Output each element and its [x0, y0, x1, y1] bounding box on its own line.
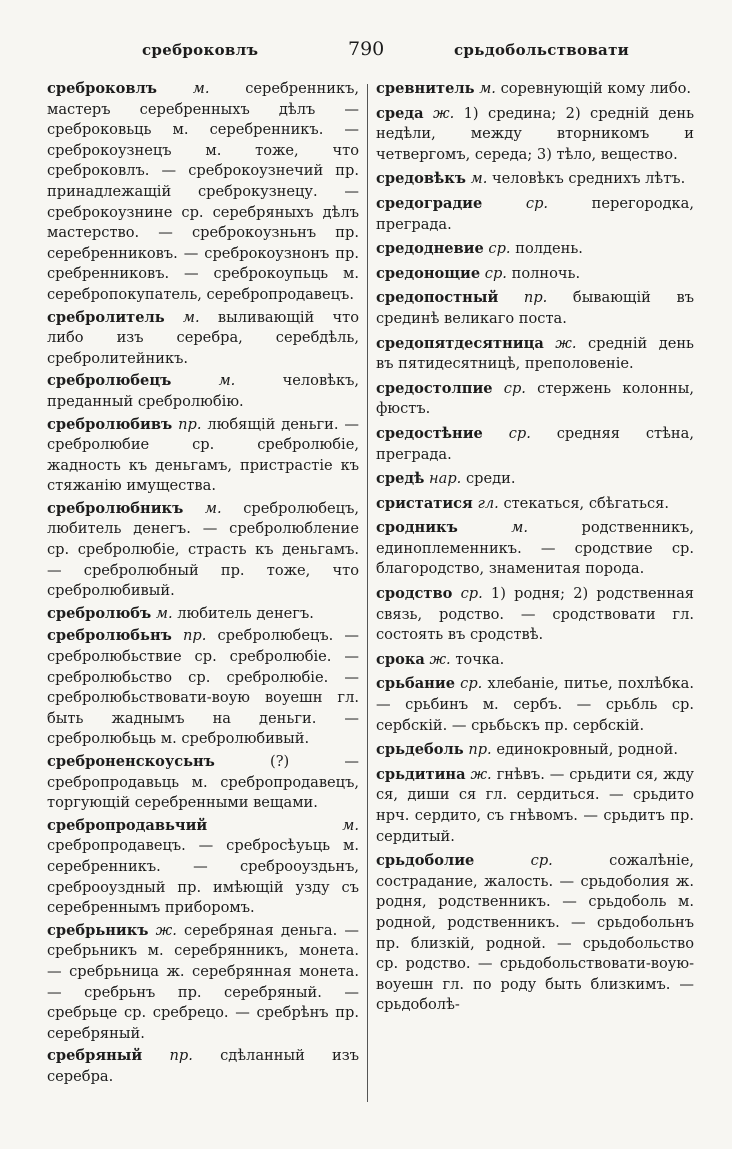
dictionary-entry — [376, 851, 694, 1016]
dictionary-entry — [376, 584, 694, 646]
entry-grammar-label: пр. — [468, 741, 492, 759]
column-divider — [367, 84, 368, 1102]
entry-grammar-label: гл. — [477, 494, 499, 512]
entry-headword: сребpолюбникъ — [47, 499, 184, 517]
entry-definition: точка. — [455, 650, 505, 668]
entry-definition: стержень колонны, фюстъ. — [376, 379, 694, 418]
entry-definition: сребролюбецъ, любитель денегъ. — сребpолюбление ср. сребролюбіе, страсть къ деньгамъ. — сребpолюбный пр. тоже, что сребpолюбивый. — [47, 499, 359, 600]
entry-headword: сристатися — [376, 494, 473, 512]
entry-definition: хлебаніе, питье, похлѣбка. — срьбинъ м. сербъ. — срьбль ср. сербскій. — срьбьскъ пр. сербскій. — [376, 675, 694, 734]
entry-definition: родственникъ, единоплеменникъ. — сродствие ср. благородство, знаменитая порода. — [376, 519, 694, 578]
entry-headword: среда — [376, 104, 424, 122]
dictionary-entry — [376, 765, 694, 847]
entry-headword: средонощие — [376, 264, 481, 282]
entry-definition: сребролюбецъ. — сребpолюбьствие ср. сребролюбіе. — сребpолюбьство ср. сребролюбіе. — сребpолюбьствовати-воую воуешн гл. быть жаднымъ на деньги. — сребpолюбьць м. сребролюбивый. — [47, 627, 360, 748]
entry-grammar-label: ср. — [508, 424, 531, 442]
entry-definition: сребропродавецъ. — сребpосѣуьць м. серебренникъ. — сребpооуздьнъ, сребpооуздный пр. имѣющій узду съ серебреннымъ приборомъ. — [47, 837, 359, 917]
entry-headword: средопостный — [376, 289, 499, 307]
entry-definition: (?) — сребpопродавьць м. сребропродавецъ, торгующій серебренными вещами. — [47, 753, 359, 812]
entry-definition: соревнующій кому либо. — [500, 80, 692, 97]
entry-definition: 1) средина; 2) средній день недѣли, между вторникомъ и четвергомъ, середа; 3) тѣло, вещество. — [376, 104, 695, 163]
entry-definition: сожалѣніе, сострадание, жалость. — срьдоболия ж. родня, родственникъ. — срьдоболь м. родной, родственникъ. — срьдобольнъ пр. близкій, родной. — срьдобольство ср. родство. — срьдобольствовати-воую-воуешн гл. по роду быть близкимъ. — срьдоболѣ- — [376, 852, 694, 1014]
entry-definition: человѣкъ среднихъ лѣтъ. — [492, 170, 686, 188]
dictionary-entry — [376, 239, 694, 260]
dictionary-entry — [47, 499, 359, 602]
entry-grammar-label: м. — [470, 170, 488, 188]
entry-headword: средостолпие — [376, 379, 493, 397]
dictionary-entry — [47, 1046, 359, 1087]
entry-definition: стекаться, сбѣгаться. — [503, 494, 669, 512]
dictionary-entry — [376, 674, 694, 736]
entry-definition: единокровный, родной. — [496, 741, 679, 759]
entry-headword: срьдитина — [376, 765, 466, 783]
entry-definition: полночь. — [511, 264, 581, 282]
entry-definition: бывающій въ срединѣ великаго поста. — [376, 289, 694, 327]
entry-grammar-label: пр. — [178, 415, 202, 433]
entry-grammar-label: ср. — [488, 240, 511, 258]
dictionary-entry — [47, 816, 359, 919]
entry-definition: гнѣвъ. — срьдити ся, жду ся, диши ся гл. сердиться. — срьдито нрч. сердито, съ гнѣвомъ. — срьдитъ пр. сердитый. — [376, 765, 695, 845]
entry-headword: сребpолюбьнъ — [47, 627, 172, 645]
entry-grammar-label: пр. — [523, 289, 548, 307]
entry-headword: сребpолюбивъ — [47, 415, 173, 433]
entry-headword: средоградие — [376, 194, 483, 212]
dictionary-entry — [47, 604, 359, 625]
dictionary-entry — [376, 79, 694, 100]
entry-grammar-label: ср. — [503, 379, 526, 397]
entry-headword: срьдеболь — [376, 741, 464, 759]
entry-definition: выливающій что либо изъ серебра, серебдѣль, сребролитейникъ. — [47, 308, 360, 367]
dictionary-entry — [376, 379, 694, 420]
dictionary-entry — [376, 104, 694, 166]
dictionary-entry — [47, 752, 359, 814]
entry-definition: любящій деньги. — сребpолюбие ср. сребролюбіе, жадность къ деньгамъ, пристрастіе къ стяжанію имущества. — [47, 415, 360, 495]
dictionary-entry — [376, 740, 694, 761]
entry-headword: средопятдесятница — [376, 334, 544, 352]
dictionary-entry — [376, 264, 694, 285]
dictionary-entry — [376, 494, 694, 515]
entry-grammar-label: ср. — [525, 194, 549, 212]
dictionary-entry — [376, 650, 694, 671]
dictionary-entry — [376, 288, 694, 329]
entry-grammar-label: ср. — [460, 675, 483, 693]
entry-headword: средостѣние — [376, 424, 483, 442]
entry-grammar-label: м. — [511, 519, 529, 537]
entry-headword: срьдоболие — [376, 852, 475, 870]
left-column — [47, 79, 359, 1090]
entry-grammar-label: ж. — [155, 921, 177, 939]
entry-definition: любитель денегъ. — [177, 604, 314, 622]
entry-definition: 1) родня; 2) родственная связь, родство. — сродствовати гл. состоять въ сродствѣ. — [376, 585, 695, 644]
entry-headword: сродство — [376, 585, 453, 603]
dictionary-entry — [47, 921, 359, 1045]
header-right-word: срьдобольствовати — [454, 41, 630, 59]
entry-headword: сребpолюбъ — [47, 604, 152, 622]
entry-grammar-label: ср. — [484, 264, 507, 282]
dictionary-entry — [376, 469, 694, 490]
entry-headword: сребpолитель — [47, 308, 165, 326]
entry-grammar-label: ср. — [530, 852, 553, 870]
dictionary-entry — [376, 334, 694, 375]
dictionary-entry — [47, 79, 359, 306]
entry-grammar-label: ж. — [470, 765, 492, 783]
entry-headword: сревнитель — [376, 80, 475, 97]
entry-definition: серебренникъ, мастеръ серебренныхъ дѣлъ — сребpоковьць м. серебренникъ. — сребpокоузнецъ м. тоже, что сребpоковлъ. — сребpокоузнечий пр. принадлежащій сребpокузнецу. — сребpокоузнине ср. серебряныхъ дѣлъ мастерство. — сребpокоузньнъ пр. серебренниковъ. — сребpокоузнонъ пр. сребренниковъ. — сребpокоупьць м. серебропокупатель, серебропродавецъ. — [47, 80, 360, 303]
entry-headword: сребpолюбецъ — [47, 372, 172, 390]
dictionary-entry — [47, 415, 359, 497]
entry-grammar-label: ж. — [429, 650, 451, 668]
entry-definition: средняя стѣна, преграда. — [376, 424, 694, 463]
entry-headword: средодневие — [376, 240, 484, 258]
entry-definition: сдѣланный изъ серебра. — [47, 1047, 360, 1085]
entry-definition: полдень. — [515, 240, 583, 258]
entry-grammar-label: м. — [155, 604, 173, 622]
entry-headword: срока — [376, 650, 425, 668]
entry-headword: сребpоненскоусьнъ — [47, 753, 215, 770]
entry-definition: человѣкъ, преданный сребролюбію. — [47, 372, 360, 410]
entry-grammar-label: м. — [218, 372, 236, 390]
entry-definition: средній день въ пятидесятницѣ, преполовеніе. — [376, 334, 694, 373]
dictionary-entry — [376, 169, 694, 190]
entry-definition: серебряная деньга. — сребpьникъ м. серебрянникъ, монета. — сребpьница ж. серебрянная монета. — сребpьнъ пр. серебряный. — сребpьце ср. сребрецо. — сребpѣнъ пр. серебряный. — [47, 921, 360, 1042]
entry-headword: сребpьникъ — [47, 921, 149, 939]
entry-definition: среди. — [465, 470, 516, 488]
entry-headword: сребpяный — [47, 1047, 143, 1065]
dictionary-entry — [376, 424, 694, 465]
entry-definition: перегородка, преграда. — [376, 194, 695, 233]
entry-headword: сребpоковлъ — [47, 80, 157, 97]
entry-grammar-label: нар. — [429, 470, 462, 488]
entry-grammar-label: м. — [192, 80, 210, 97]
dictionary-entry — [47, 626, 359, 750]
entry-grammar-label: м. — [342, 816, 359, 834]
entry-grammar-label: ж. — [555, 334, 577, 352]
entry-headword: средовѣкъ — [376, 170, 466, 188]
entry-grammar-label: пр. — [169, 1047, 193, 1065]
entry-headword: средѣ — [376, 470, 425, 488]
entry-headword: сребpопродавьчий — [47, 816, 208, 834]
entry-headword: срьбание — [376, 675, 455, 693]
running-header — [0, 38, 732, 68]
entry-grammar-label: м. — [204, 499, 222, 517]
entry-headword: сродникъ — [376, 519, 458, 537]
dictionary-entry — [47, 308, 359, 370]
dictionary-entry — [376, 518, 694, 580]
entry-grammar-label: ж. — [432, 104, 455, 122]
header-left-word: сребpоковлъ — [142, 41, 259, 59]
page-number: 790 — [348, 38, 385, 60]
dictionary-entry — [47, 371, 359, 412]
dictionary-entry — [376, 194, 694, 235]
entry-grammar-label: м. — [182, 308, 200, 326]
entry-grammar-label: ср. — [460, 585, 483, 603]
right-column — [376, 79, 694, 1020]
entry-grammar-label: пр. — [182, 627, 207, 645]
entry-grammar-label: м. — [479, 80, 496, 97]
